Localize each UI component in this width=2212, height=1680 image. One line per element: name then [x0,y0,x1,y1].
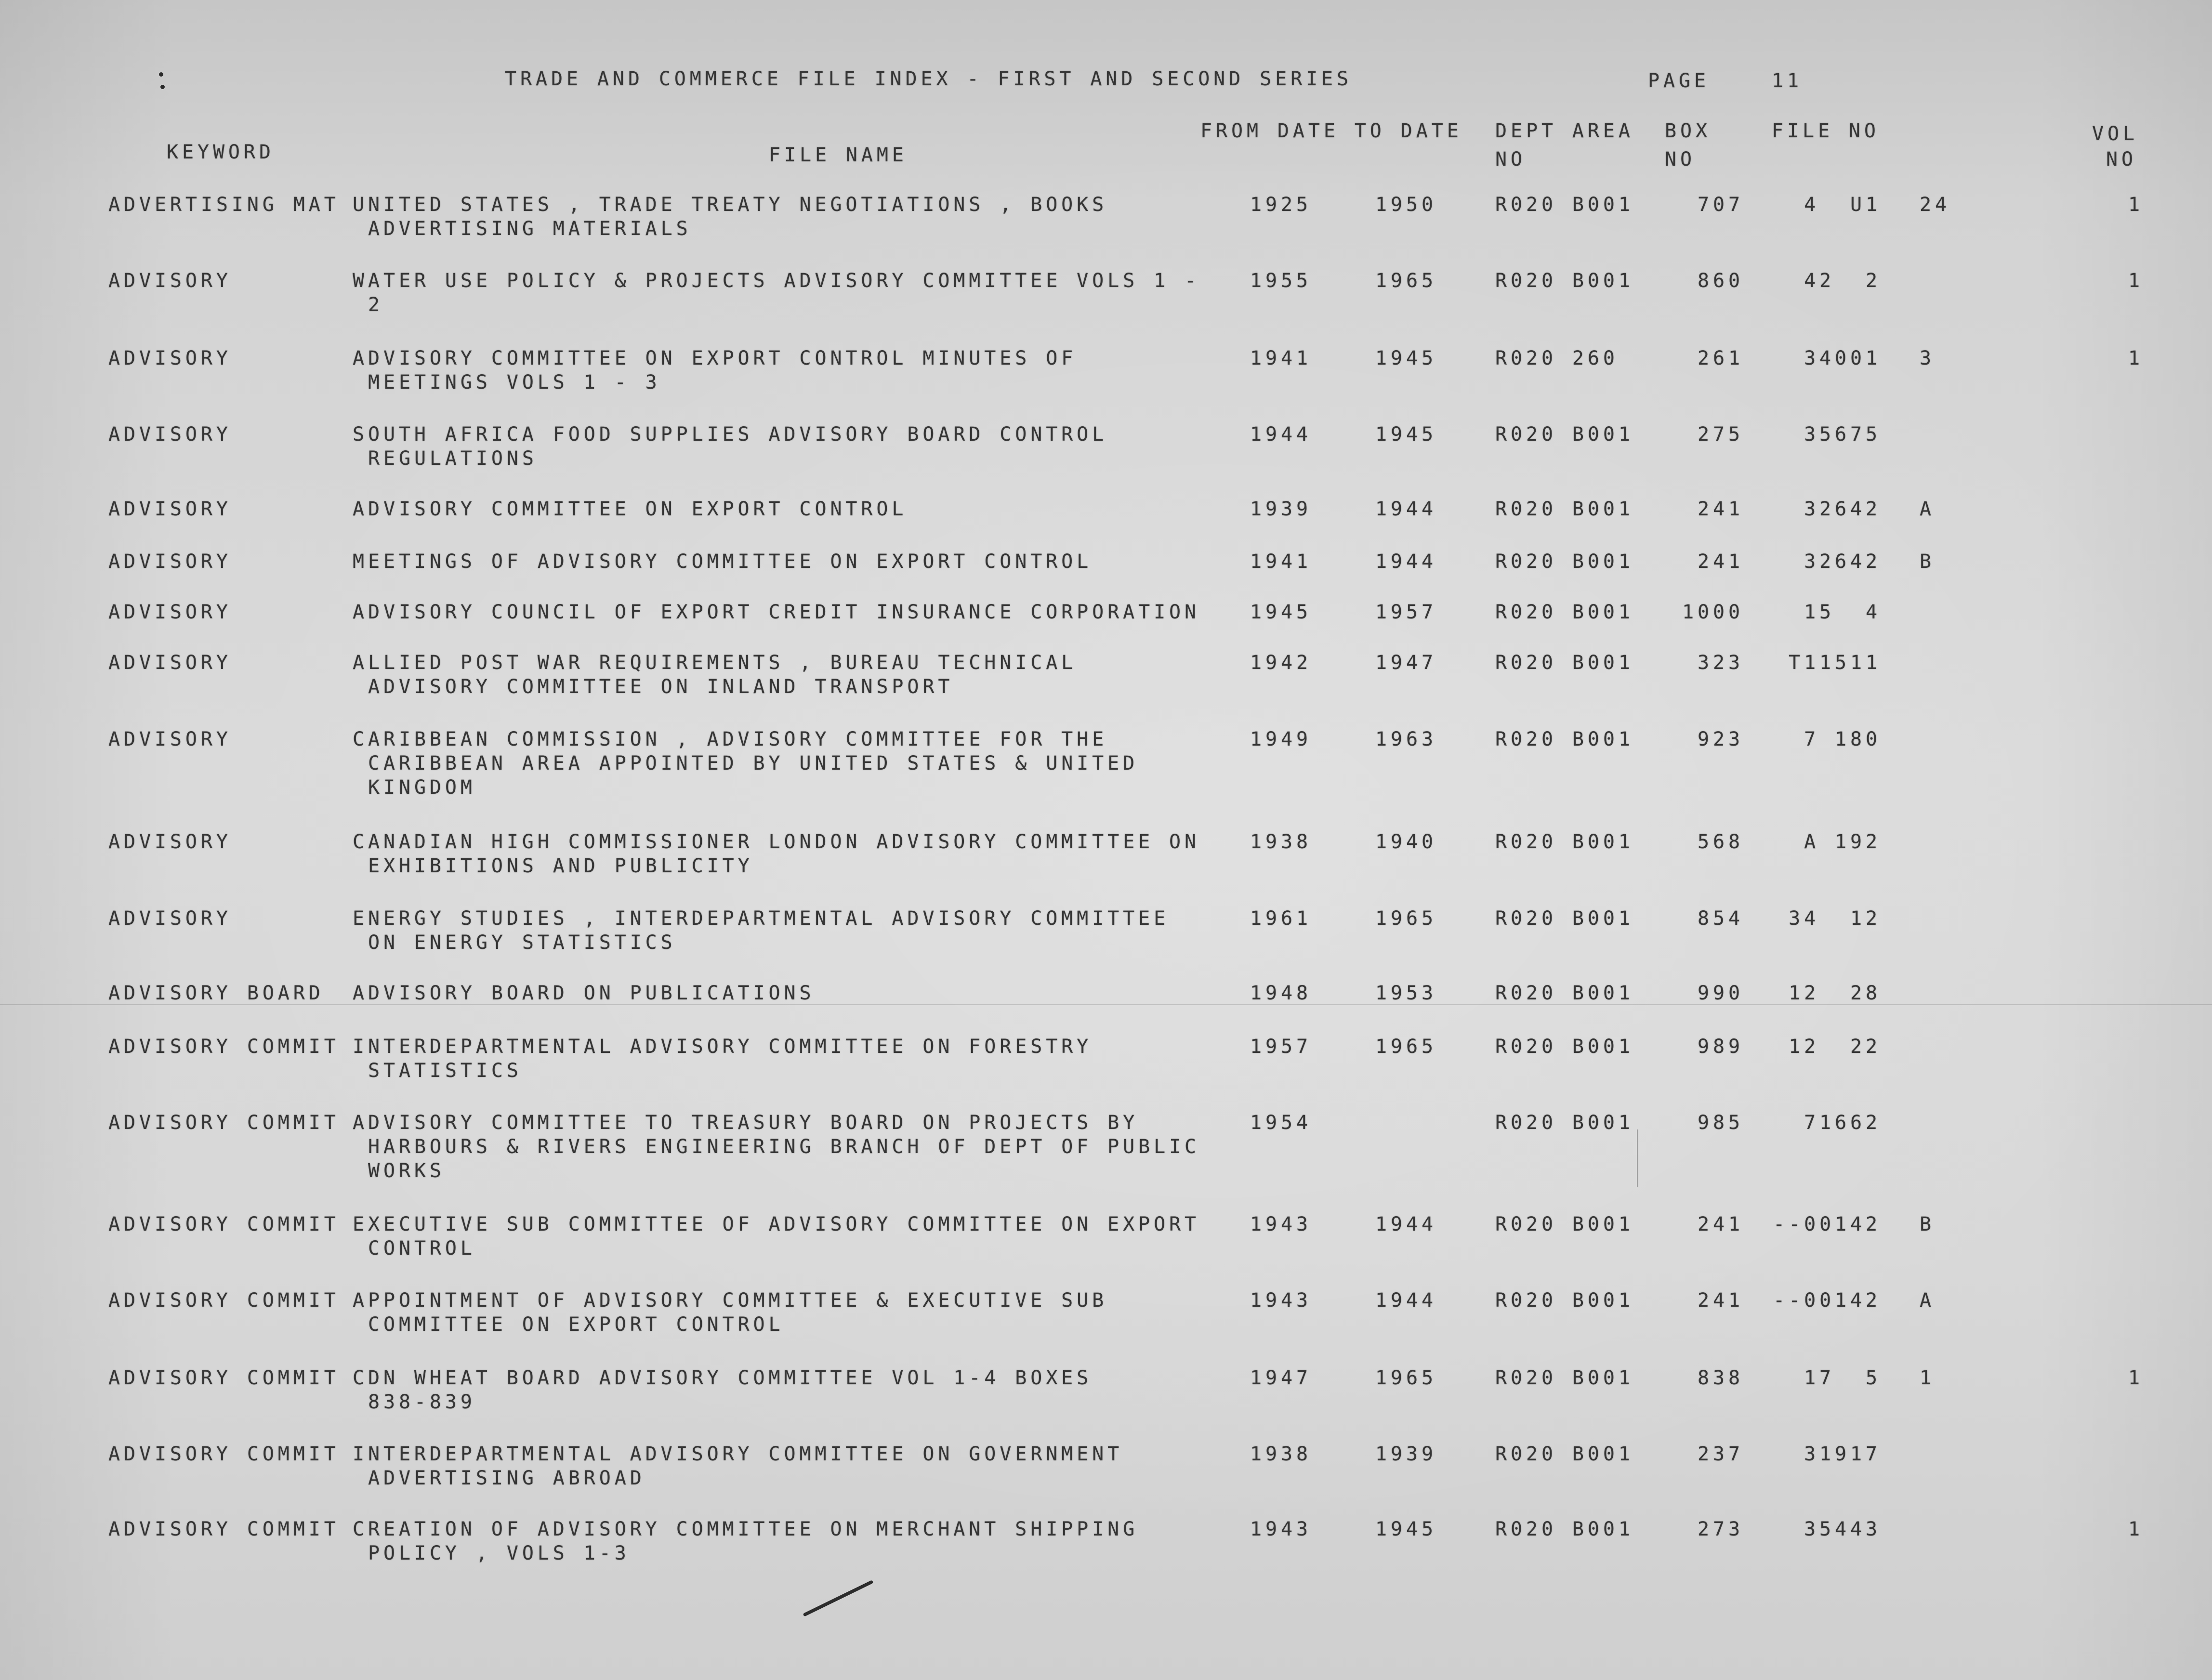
index-row [0,193,2212,270]
file-no-cell: 12 28 [1789,982,1881,1004]
from-date-cell: 1955 [1250,270,1312,292]
index-row [0,1212,2212,1289]
page-number: 11 [1772,70,1803,92]
file-no-cell: 34001 [1804,347,1881,369]
from-date-cell: 1954 [1250,1112,1312,1134]
vol-no-cell: 1 [2128,347,2144,369]
vol-no-cell: 1 [2128,1518,2144,1540]
to-date-cell: 1944 [1375,498,1437,520]
to-date-cell: 1950 [1375,194,1437,216]
from-date-cell: 1943 [1250,1213,1312,1235]
column-header-vol-no: NO [2106,148,2137,171]
keyword-cell: ADVISORY [108,498,232,520]
film-scratch [0,1004,2212,1005]
file-name-line: WATER USE POLICY & PROJECTS ADVISORY COMMITTEE VOLS 1 - [353,270,1200,292]
dept-area-cell: R020 B001 [1495,423,1634,446]
keyword-cell: ADVISORY COMMIT [108,1213,340,1235]
dept-area-cell: R020 B001 [1495,551,1634,573]
file-name-line: STATISTICS [368,1060,522,1082]
index-row [0,346,2212,423]
file-name-line: 838-839 [368,1391,476,1413]
file-no-cell: 42 2 [1804,270,1881,292]
file-suffix-cell: 1 [1920,1367,1935,1389]
keyword-cell: ADVISORY COMMIT [108,1289,340,1312]
file-name-line: COMMITTEE ON EXPORT CONTROL [368,1313,784,1336]
from-date-cell: 1943 [1250,1289,1312,1312]
vol-no-cell: 1 [2128,270,2144,292]
to-date-cell: 1953 [1375,982,1437,1004]
to-date-cell: 1944 [1375,1213,1437,1235]
dept-area-cell: R020 B001 [1495,194,1634,216]
index-row [0,1442,2212,1519]
file-name-line: ENERGY STUDIES , INTERDEPARTMENTAL ADVISORY COMMITTEE [353,907,1170,930]
dept-area-cell: R020 B001 [1495,831,1634,853]
file-no-cell: 32642 [1804,498,1881,520]
index-row [0,269,2212,346]
box-no-cell: 241 [1698,498,1744,520]
keyword-cell: ADVISORY COMMIT [108,1443,340,1465]
file-name-line: INTERDEPARTMENTAL ADVISORY COMMITTEE ON FORESTRY [353,1036,1093,1058]
box-no-cell: 838 [1698,1367,1744,1389]
file-no-cell: 35443 [1804,1518,1881,1540]
keyword-cell: ADVISORY [108,652,232,674]
keyword-cell: ADVISORY [108,423,232,446]
to-date-cell: 1944 [1375,1289,1437,1312]
from-date-cell: 1957 [1250,1036,1312,1058]
file-name-line: ALLIED POST WAR REQUIREMENTS , BUREAU TECHNICAL [353,652,1077,674]
to-date-cell: 1963 [1375,728,1437,750]
file-suffix-cell: A [1920,498,1935,520]
column-header-dept-no: NO [1495,148,1526,171]
dept-area-cell: R020 B001 [1495,1112,1634,1134]
box-no-cell: 985 [1698,1112,1744,1134]
index-row [0,1288,2212,1365]
box-no-cell: 241 [1698,551,1744,573]
keyword-cell: ADVISORY COMMIT [108,1112,340,1134]
box-no-cell: 707 [1698,194,1744,216]
to-date-cell: 1965 [1375,270,1437,292]
keyword-cell: ADVISORY BOARD [108,982,324,1004]
box-no-cell: 237 [1698,1443,1744,1465]
file-name-line: ADVISORY COMMITTEE ON EXPORT CONTROL [353,498,908,520]
index-row [0,1035,2212,1112]
keyword-cell: ADVISORY [108,551,232,573]
vol-no-cell: 1 [2128,1367,2144,1389]
from-date-cell: 1938 [1250,1443,1312,1465]
file-name-line: CREATION OF ADVISORY COMMITTEE ON MERCHANT SHIPPING [353,1518,1139,1540]
file-no-cell: 7 180 [1804,728,1881,750]
file-name-line: CARIBBEAN AREA APPOINTED BY UNITED STATES & UNITED [368,752,1139,774]
dept-area-cell: R020 B001 [1495,982,1634,1004]
file-no-cell: 35675 [1804,423,1881,446]
file-name-line: ADVISORY COMMITTEE ON EXPORT CONTROL MINUTES OF [353,347,1077,369]
file-no-cell: 71662 [1804,1112,1881,1134]
box-no-cell: 241 [1698,1213,1744,1235]
column-header-file-no: FILE NO [1772,120,1880,142]
file-name-line: UNITED STATES , TRADE TREATY NEGOTIATIONS , BOOKS [353,194,1108,216]
file-no-cell: --00142 [1773,1289,1881,1312]
index-row [0,1111,2212,1188]
column-header-box-no: NO [1665,148,1696,171]
file-name-line: CANADIAN HIGH COMMISSIONER LONDON ADVISORY COMMITTEE ON [353,831,1200,853]
file-name-line: ADVERTISING ABROAD [368,1467,645,1489]
to-date-cell: 1945 [1375,423,1437,446]
file-no-cell: 17 5 [1804,1367,1881,1389]
file-no-cell: 32642 [1804,551,1881,573]
keyword-cell: ADVISORY COMMIT [108,1518,340,1540]
file-name-line: CARIBBEAN COMMISSION , ADVISORY COMMITTEE FOR THE [353,728,1108,750]
file-name-line: ADVISORY BOARD ON PUBLICATIONS [353,982,815,1004]
from-date-cell: 1939 [1250,498,1312,520]
file-name-line: CDN WHEAT BOARD ADVISORY COMMITTEE VOL 1-4 BOXES [353,1367,1093,1389]
dept-area-cell: R020 B001 [1495,1213,1634,1235]
file-no-cell: T11511 [1789,652,1881,674]
file-name-line: ADVERTISING MATERIALS [368,218,692,240]
to-date-cell: 1965 [1375,1367,1437,1389]
keyword-cell: ADVISORY [108,270,232,292]
file-no-cell: 31917 [1804,1443,1881,1465]
file-name-line: EXECUTIVE SUB COMMITTEE OF ADVISORY COMMITTEE ON EXPORT [353,1213,1200,1235]
dept-area-cell: R020 B001 [1495,652,1634,674]
file-name-line: SOUTH AFRICA FOOD SUPPLIES ADVISORY BOARD CONTROL [353,423,1108,446]
keyword-cell: ADVISORY [108,831,232,853]
column-header-vol: VOL [2092,123,2138,145]
from-date-cell: 1941 [1250,551,1312,573]
file-suffix-cell: 24 [1920,194,1950,216]
keyword-cell: ADVISORY COMMIT [108,1367,340,1389]
from-date-cell: 1947 [1250,1367,1312,1389]
file-name-line: MEETINGS OF ADVISORY COMMITTEE ON EXPORT CONTROL [353,551,1093,573]
to-date-cell: 1957 [1375,601,1437,623]
keyword-cell: ADVISORY [108,728,232,750]
file-name-line: ADVISORY COMMITTEE TO TREASURY BOARD ON PROJECTS BY [353,1112,1139,1134]
dept-area-cell: R020 B001 [1495,728,1634,750]
file-name-line: MEETINGS VOLS 1 - 3 [368,371,661,394]
from-date-cell: 1941 [1250,347,1312,369]
keyword-cell: ADVISORY [108,601,232,623]
file-name-line: CONTROL [368,1237,476,1260]
from-date-cell: 1943 [1250,1518,1312,1540]
from-date-cell: 1944 [1250,423,1312,446]
to-date-cell: 1965 [1375,1036,1437,1058]
file-name-line: POLICY , VOLS 1-3 [368,1542,630,1564]
from-date-cell: 1942 [1250,652,1312,674]
box-no-cell: 1000 [1682,601,1744,623]
file-name-line: KINGDOM [368,776,476,799]
index-row [0,1366,2212,1443]
dept-area-cell: R020 B001 [1495,1367,1634,1389]
to-date-cell: 1940 [1375,831,1437,853]
dept-area-cell: R020 B001 [1495,1443,1634,1465]
file-name-line: ADVISORY COMMITTEE ON INLAND TRANSPORT [368,676,954,698]
index-row [0,422,2212,499]
box-no-cell: 568 [1698,831,1744,853]
file-name-line: INTERDEPARTMENTAL ADVISORY COMMITTEE ON GOVERNMENT [353,1443,1123,1465]
dept-area-cell: R020 B001 [1495,601,1634,623]
file-suffix-cell: B [1920,1213,1935,1235]
to-date-cell: 1965 [1375,907,1437,930]
to-date-cell: 1939 [1375,1443,1437,1465]
box-no-cell: 275 [1698,423,1744,446]
film-scratch [1637,1129,1638,1187]
from-date-cell: 1949 [1250,728,1312,750]
file-no-cell: A 192 [1804,831,1881,853]
dept-area-cell: R020 B001 [1495,1036,1634,1058]
box-no-cell: 990 [1698,982,1744,1004]
to-date-cell: 1945 [1375,347,1437,369]
file-name-line: WORKS [368,1160,445,1182]
from-date-cell: 1938 [1250,831,1312,853]
index-row [0,1517,2212,1594]
column-header-box: BOX [1665,120,1711,142]
dept-area-cell: R020 260 [1495,347,1619,369]
from-date-cell: 1925 [1250,194,1312,216]
keyword-cell: ADVERTISING MAT [108,194,340,216]
box-no-cell: 989 [1698,1036,1744,1058]
box-no-cell: 241 [1698,1289,1744,1312]
to-date-cell: 1944 [1375,551,1437,573]
file-name-line: EXHIBITIONS AND PUBLICITY [368,855,753,877]
file-suffix-cell: 3 [1920,347,1935,369]
vol-no-cell: 1 [2128,194,2144,216]
keyword-cell: ADVISORY [108,347,232,369]
file-name-line: ADVISORY COUNCIL OF EXPORT CREDIT INSURANCE CORPORATION [353,601,1200,623]
page-label: PAGE [1648,70,1710,92]
keyword-cell: ADVISORY COMMIT [108,1036,340,1058]
from-date-cell: 1945 [1250,601,1312,623]
from-date-cell: 1961 [1250,907,1312,930]
box-no-cell: 261 [1698,347,1744,369]
file-name-line: REGULATIONS [368,447,538,470]
file-no-cell: 12 22 [1789,1036,1881,1058]
dept-area-cell: R020 B001 [1495,270,1634,292]
dept-area-cell: R020 B001 [1495,1289,1634,1312]
file-name-line: HARBOURS & RIVERS ENGINEERING BRANCH OF DEPT OF PUBLIC [368,1136,1200,1158]
to-date-cell: 1947 [1375,652,1437,674]
column-header-file-name: FILE NAME [769,144,908,166]
box-no-cell: 860 [1698,270,1744,292]
punch-dot [160,85,165,89]
index-row [0,906,2212,984]
keyword-cell: ADVISORY [108,907,232,930]
box-no-cell: 323 [1698,652,1744,674]
box-no-cell: 854 [1698,907,1744,930]
dept-area-cell: R020 B001 [1495,907,1634,930]
file-no-cell: 34 12 [1789,907,1881,930]
page-title: TRADE AND COMMERCE FILE INDEX - FIRST AND SECOND SERIES [505,68,1353,90]
index-row [0,727,2212,804]
column-header-from-to-date: FROM DATE TO DATE [1200,120,1462,142]
file-no-cell: --00142 [1773,1213,1881,1235]
file-suffix-cell: A [1920,1289,1935,1312]
from-date-cell: 1948 [1250,982,1312,1004]
punch-dot [159,72,163,77]
file-name-line: 2 [368,294,383,316]
file-suffix-cell: B [1920,551,1935,573]
file-name-line: APPOINTMENT OF ADVISORY COMMITTEE & EXECUTIVE SUB [353,1289,1108,1312]
file-name-line: ON ENERGY STATISTICS [368,932,676,954]
to-date-cell: 1945 [1375,1518,1437,1540]
column-header-dept-area: DEPT AREA [1495,120,1634,142]
file-no-cell: 4 U1 [1804,194,1881,216]
box-no-cell: 273 [1698,1518,1744,1540]
index-row [0,830,2212,907]
column-header-keyword: KEYWORD [167,141,275,163]
dept-area-cell: R020 B001 [1495,1518,1634,1540]
dept-area-cell: R020 B001 [1495,498,1634,520]
index-row [0,651,2212,728]
box-no-cell: 923 [1698,728,1744,750]
file-no-cell: 15 4 [1804,601,1881,623]
